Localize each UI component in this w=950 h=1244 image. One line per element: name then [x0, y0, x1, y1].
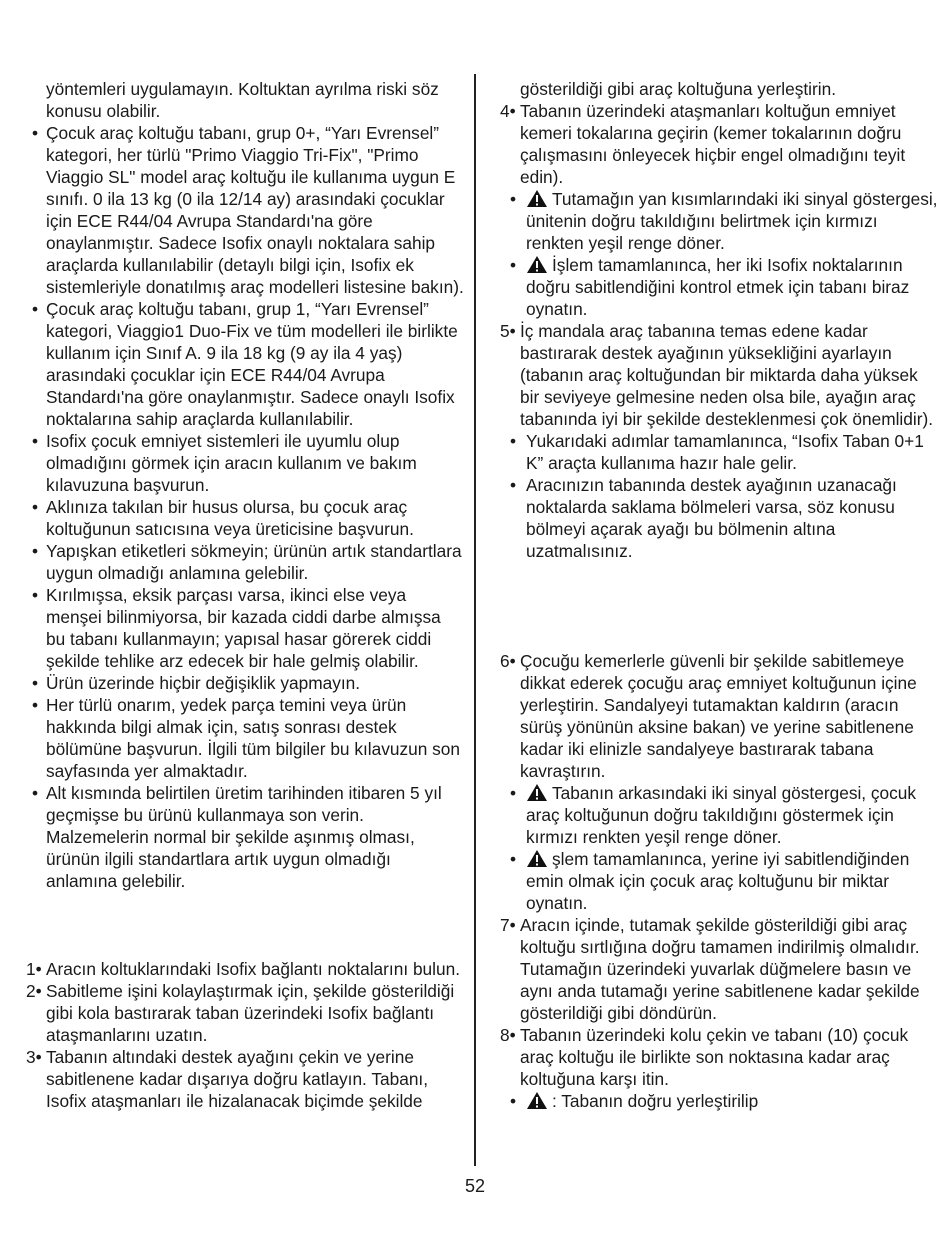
step-5: 5• İç mandala araç tabanına temas edene kadar bastırarak destek ayağının yüksekliğini ayarlayın (tabanın araç koltuğundan bir miktarda daha yüksek bir seviyeye gelmesine neden olsa bile, ayağın araç tabanında iyi bir şekilde desteklenmesi çok önemlidir).: [500, 321, 934, 429]
warning-triangle-icon: [526, 1091, 548, 1110]
step-8: 8• Tabanın üzerindeki kolu çekin ve tabanı (10) çocuk araç koltuğu ile birlikte son noktasına kadar araç koltuğuna karşı itin.: [500, 1025, 909, 1089]
warning-note: • Tutamağın yan kısımlarındaki iki sinyal göstergesi, ünitenin doğru takıldığını belirtmek için kırmızı renkten yeşil renge döner.: [500, 188, 938, 254]
step-6: 6• Çocuğu kemerlerle güvenli bir şekilde sabitlemeye dikkat ederek çocuğu araç emniyet koltuğunun içine yerleştirin. Sandalyeyi tutamaktan kaldırın (aracın sürüş yönünün aksine bakan) ve yerine sabitlenene kadar iki elinizle sandalyeye bastırarak tabana kavraştırın.: [500, 651, 917, 781]
list-item: • Alt kısmında belirtilen üretim tarihinden itibaren 5 yıl geçmişse bu ürünü kullanmaya son verin. Malzemelerin normal bir şekilde aşınmış olması, ürünün ilgili standartlara artık uygun olmadığı anlamına gelebilir.: [26, 782, 464, 892]
left-column: [26, 78, 464, 1112]
list-item: • Yapışkan etiketleri sökmeyin; ürünün artık standartlara uygun olmadığı anlamına gelebilir.: [26, 540, 464, 584]
warning-note: • Tabanın arkasındaki iki sinyal göstergesi, çocuk araç koltuğunun doğru takıldığını göstermek için kırmızı renkten yeşil renge döner.: [500, 782, 938, 848]
warning-note: • : Tabanın doğru yerleştirilip: [500, 1090, 938, 1112]
list-item: • Kırılmışsa, eksik parçası varsa, ikinci else veya menşei bilinmiyorsa, bir kazada ciddi darbe almışsa bu tabanı kullanmayın; yapısal hasar görerek ciddi şekilde tehlike arz edecek bir hale gelmiş olabilir.: [26, 584, 464, 672]
step-1: 1• Aracın koltuklarındaki Isofix bağlantı noktalarını bulun.: [26, 959, 461, 979]
warning-triangle-icon: [526, 189, 548, 208]
warning-triangle-icon: [526, 849, 548, 868]
list-item: • Her türlü onarım, yedek parça temini veya ürün hakkında bilgi almak için, satış sonrası destek bölümüne başvurun. İlgili tüm bilgiler bu kılavuzun son sayfasında yer almaktadır.: [26, 694, 464, 782]
list-item: • Aracınızın tabanında destek ayağının uzanacağı noktalarda saklama bölmeleri varsa, söz konusu bölmeyi açarak ayağı bu bölmenin altına uzatmalısınız.: [500, 474, 938, 562]
list-item: • Aklınıza takılan bir husus olursa, bu çocuk araç koltuğunun satıcısına veya üreticisine başvurun.: [26, 496, 464, 540]
list-item: • Çocuk araç koltuğu tabanı, grup 1, “Yarı Evrensel” kategori, Viaggio1 Duo-Fix ve tüm modelleri ile birlikte kullanım için Sınıf A. 9 ila 18 kg (9 ay ila 4 yaş) arasındaki çocuklar için ECE R44/04 Avrupa Standardı'na göre onaylanmıştır. Sadece onaylı Isofix noktalarına sahip araçlarda kullanılabilir.: [26, 298, 464, 430]
list-item: • Ürün üzerinde hiçbir değişiklik yapmayın.: [26, 672, 464, 694]
step-3-continuation: gösterildiği gibi araç koltuğuna yerleştirin.: [520, 79, 837, 99]
warning-note: • şlem tamamlanınca, yerine iyi sabitlendiğinden emin olmak için çocuk araç koltuğunu bir miktar oynatın.: [500, 848, 938, 914]
list-item: • Isofix çocuk emniyet sistemleri ile uyumlu olup olmadığını görmek için aracın kullanım ve bakım kılavuzuna başvurun.: [26, 430, 464, 496]
right-column: [500, 78, 938, 1112]
list-item: • Çocuk araç koltuğu tabanı, grup 0+, “Yarı Evrensel” kategori, her türlü "Primo Viaggio Tri-Fix", "Primo Viaggio SL" model araç koltuğu ile kullanıma uygun E sınıfı. 0 ila 13 kg (0 ila 12/14 ay) arasındaki çocuklar için ECE R44/04 Avrupa Standardı'na göre onaylanmıştır. Sadece Isofix onaylı noktalara sahip araçlarda kullanılabilir (detaylı bilgi için, Isofix ek sistemleriyle donatılmış araç modelleri listesine bakın).: [26, 122, 464, 298]
column-divider: [474, 74, 476, 1166]
page-number: 52: [464, 1176, 486, 1196]
step-3: 3• Tabanın altındaki destek ayağını çekin ve yerine sabitlenene kadar dışarıya doğru katlayın. Tabanı, Isofix ataşmanları ile hizalanacak biçimde şekilde: [26, 1047, 429, 1111]
step-2: 2• Sabitleme işini kolaylaştırmak için, şekilde gösterildiği gibi kola bastırarak taban üzerindeki Isofix bağlantı ataşmanlarını uzatın.: [26, 981, 455, 1045]
step-7: 7• Aracın içinde, tutamak şekilde gösterildiği gibi araç koltuğu sırtlığına doğru tamamen indirilmiş olmalıdır. Tutamağın üzerindeki yuvarlak düğmelere basın ve aynı anda tutamağı yerine sabitlenene kadar şekilde gösterildiği gibi döndürün.: [500, 915, 920, 1023]
warning-triangle-icon: [526, 783, 548, 802]
warning-note: • İşlem tamamlanınca, her iki Isofix noktalarının doğru sabitlendiğini kontrol etmek için tabanı biraz oynatın.: [500, 254, 938, 320]
step-4: 4• Tabanın üzerindeki ataşmanları koltuğun emniyet kemeri tokalarına geçirin (kemer tokalarının doğru çalışmasını önleyecek hiçbir engel olmadığını teyit edin).: [500, 101, 906, 187]
list-item: • Yukarıdaki adımlar tamamlanınca, “Isofix Taban 0+1 K” araçta kullanıma hazır hale gelir.: [500, 430, 938, 474]
intro-continuation: yöntemleri uygulamayın. Koltuktan ayrılma riski söz konusu olabilir.: [46, 79, 439, 121]
warning-triangle-icon: [526, 255, 548, 274]
